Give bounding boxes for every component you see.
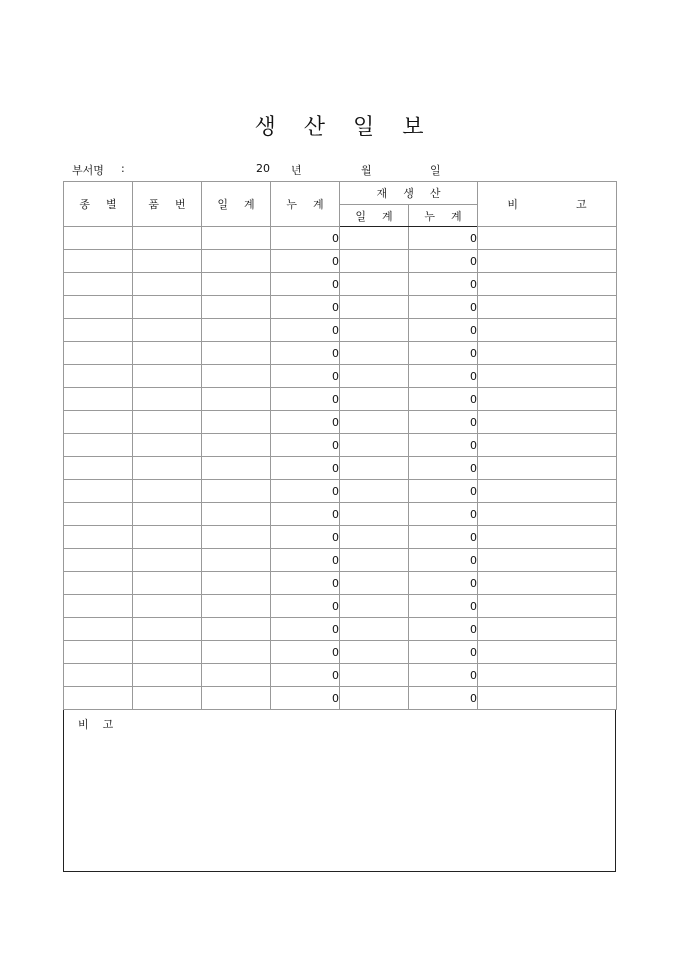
title-char: 일 [353,115,377,140]
table-row [64,296,617,319]
remarks-cell[interactable] [478,434,617,457]
repro-cumulative-cell[interactable]: 0 [409,388,478,411]
repro-daily-cell[interactable] [340,526,409,549]
daily-total-cell[interactable] [202,641,271,664]
repro-cumulative-cell[interactable]: 0 [409,687,478,710]
repro-daily-cell[interactable] [340,296,409,319]
table-row [64,503,617,526]
cumulative-total-cell[interactable]: 0 [271,411,340,434]
type-cell[interactable] [64,687,133,710]
table-row [64,526,617,549]
daily-total-cell[interactable] [202,342,271,365]
remarks-cell[interactable] [478,480,617,503]
table-row [64,273,617,296]
part-no-cell[interactable] [133,549,202,572]
remarks-cell[interactable] [478,595,617,618]
cumulative-total-cell[interactable]: 0 [271,250,340,273]
repro-daily-cell[interactable] [340,365,409,388]
cumulative-total-cell[interactable]: 0 [271,595,340,618]
remarks-cell[interactable] [478,296,617,319]
part-no-cell[interactable] [133,388,202,411]
type-cell[interactable] [64,342,133,365]
part-no-cell[interactable] [133,411,202,434]
daily-total-cell[interactable] [202,572,271,595]
type-cell[interactable] [64,595,133,618]
part-no-cell[interactable] [133,250,202,273]
remarks-label: 비 고 [78,718,114,731]
daily-total-cell[interactable] [202,595,271,618]
repro-cumulative-cell[interactable]: 0 [409,342,478,365]
repro-daily-cell[interactable] [340,480,409,503]
repro-daily-cell[interactable] [340,687,409,710]
remarks-cell[interactable] [478,273,617,296]
part-no-cell[interactable] [133,641,202,664]
cumulative-total-cell[interactable]: 0 [271,549,340,572]
repro-cumulative-cell[interactable]: 0 [409,549,478,572]
table-row [64,480,617,503]
type-cell[interactable] [64,434,133,457]
daily-total-cell[interactable] [202,687,271,710]
daily-total-cell[interactable] [202,365,271,388]
title-char: 생 [254,115,278,140]
part-no-cell[interactable] [133,480,202,503]
header-repro-daily: 일 계 [340,205,409,227]
cumulative-total-cell[interactable]: 0 [271,227,340,250]
repro-cumulative-cell[interactable]: 0 [409,296,478,319]
repro-daily-cell[interactable] [340,227,409,250]
type-cell[interactable] [64,388,133,411]
cumulative-total-cell[interactable]: 0 [271,434,340,457]
part-no-cell[interactable] [133,664,202,687]
repro-daily-cell[interactable] [340,411,409,434]
type-cell[interactable] [64,503,133,526]
cumulative-total-cell[interactable]: 0 [271,388,340,411]
department-label: 부서명 [72,164,104,177]
remarks-cell[interactable] [478,664,617,687]
repro-cumulative-cell[interactable]: 0 [409,319,478,342]
part-no-cell[interactable] [133,342,202,365]
type-cell[interactable] [64,572,133,595]
cumulative-total-cell[interactable]: 0 [271,664,340,687]
repro-daily-cell[interactable] [340,503,409,526]
remarks-cell[interactable] [478,250,617,273]
table-row [64,388,617,411]
type-cell[interactable] [64,273,133,296]
cumulative-total-cell[interactable]: 0 [271,480,340,503]
remarks-cell[interactable] [478,342,617,365]
year-prefix: 20 [256,162,270,175]
table-row [64,365,617,388]
cumulative-total-cell[interactable]: 0 [271,319,340,342]
repro-cumulative-cell[interactable]: 0 [409,250,478,273]
remarks-cell[interactable] [478,319,617,342]
type-cell[interactable] [64,664,133,687]
header-daily-total: 일 계 [202,182,271,227]
header-part-no: 품 번 [133,182,202,227]
part-no-cell[interactable] [133,687,202,710]
type-cell[interactable] [64,526,133,549]
type-cell[interactable] [64,480,133,503]
type-cell[interactable] [64,250,133,273]
repro-cumulative-cell[interactable]: 0 [409,595,478,618]
part-no-cell[interactable] [133,457,202,480]
table-row [64,319,617,342]
remarks-cell[interactable] [478,641,617,664]
remarks-cell[interactable] [478,365,617,388]
daily-total-cell[interactable] [202,457,271,480]
repro-cumulative-cell[interactable]: 0 [409,503,478,526]
table-row [64,549,617,572]
repro-cumulative-cell[interactable]: 0 [409,641,478,664]
repro-cumulative-cell[interactable]: 0 [409,273,478,296]
remarks-cell[interactable] [478,457,617,480]
type-cell[interactable] [64,227,133,250]
repro-daily-cell[interactable] [340,273,409,296]
month-label: 월 [361,164,372,177]
cumulative-total-cell[interactable]: 0 [271,457,340,480]
daily-total-cell[interactable] [202,411,271,434]
daily-total-cell[interactable] [202,296,271,319]
daily-total-cell[interactable] [202,319,271,342]
table-row [64,618,617,641]
repro-cumulative-cell[interactable]: 0 [409,480,478,503]
remarks-box[interactable] [63,710,616,872]
page-title [0,110,680,141]
daily-total-cell[interactable] [202,480,271,503]
type-cell[interactable] [64,411,133,434]
repro-daily-cell[interactable] [340,250,409,273]
part-no-cell[interactable] [133,273,202,296]
repro-cumulative-cell[interactable]: 0 [409,526,478,549]
cumulative-total-cell[interactable]: 0 [271,572,340,595]
type-cell[interactable] [64,618,133,641]
cumulative-total-cell[interactable]: 0 [271,641,340,664]
part-no-cell[interactable] [133,319,202,342]
repro-daily-cell[interactable] [340,641,409,664]
table-row [64,687,617,710]
table-row [64,457,617,480]
repro-cumulative-cell[interactable]: 0 [409,618,478,641]
table-row [64,641,617,664]
repro-daily-cell[interactable] [340,388,409,411]
table-row [64,342,617,365]
repro-daily-cell[interactable] [340,595,409,618]
repro-daily-cell[interactable] [340,664,409,687]
type-cell[interactable] [64,319,133,342]
repro-daily-cell[interactable] [340,549,409,572]
cumulative-total-cell[interactable]: 0 [271,618,340,641]
table-row [64,572,617,595]
daily-total-cell[interactable] [202,388,271,411]
department-colon: : [121,162,125,175]
repro-daily-cell[interactable] [340,319,409,342]
daily-total-cell[interactable] [202,549,271,572]
part-no-cell[interactable] [133,434,202,457]
remarks-cell[interactable] [478,687,617,710]
type-cell[interactable] [64,641,133,664]
part-no-cell[interactable] [133,572,202,595]
repro-daily-cell[interactable] [340,572,409,595]
type-cell[interactable] [64,365,133,388]
part-no-cell[interactable] [133,227,202,250]
daily-total-cell[interactable] [202,434,271,457]
type-cell[interactable] [64,549,133,572]
table-row [64,664,617,687]
repro-cumulative-cell[interactable]: 0 [409,457,478,480]
daily-total-cell[interactable] [202,250,271,273]
remarks-cell[interactable] [478,503,617,526]
part-no-cell[interactable] [133,296,202,319]
daily-total-cell[interactable] [202,227,271,250]
repro-cumulative-cell[interactable]: 0 [409,434,478,457]
type-cell[interactable] [64,457,133,480]
remarks-cell[interactable] [478,618,617,641]
cumulative-total-cell[interactable]: 0 [271,365,340,388]
daily-total-cell[interactable] [202,503,271,526]
daily-total-cell[interactable] [202,664,271,687]
table-row [64,250,617,273]
header-type: 종 별 [64,182,133,227]
daily-total-cell[interactable] [202,618,271,641]
repro-cumulative-cell[interactable]: 0 [409,572,478,595]
repro-daily-cell[interactable] [340,434,409,457]
title-char: 산 [303,115,327,140]
remarks-cell[interactable] [478,227,617,250]
remarks-cell[interactable] [478,411,617,434]
cumulative-total-cell[interactable]: 0 [271,526,340,549]
remarks-cell[interactable] [478,549,617,572]
header-repro-cumulative: 누 계 [409,205,478,227]
year-label: 년 [291,164,302,177]
remarks-cell[interactable] [478,572,617,595]
day-label: 일 [430,164,441,177]
table-row [64,227,617,250]
table-row [64,434,617,457]
daily-total-cell[interactable] [202,526,271,549]
header-remarks: 비 고 [478,182,617,227]
report-info-line [0,162,680,178]
cumulative-total-cell[interactable]: 0 [271,296,340,319]
repro-cumulative-cell[interactable]: 0 [409,664,478,687]
repro-cumulative-cell[interactable]: 0 [409,227,478,250]
daily-total-cell[interactable] [202,273,271,296]
part-no-cell[interactable] [133,503,202,526]
type-cell[interactable] [64,296,133,319]
cumulative-total-cell[interactable]: 0 [271,273,340,296]
remarks-cell[interactable] [478,526,617,549]
part-no-cell[interactable] [133,526,202,549]
repro-cumulative-cell[interactable]: 0 [409,411,478,434]
title-char: 보 [402,115,426,140]
production-table [63,181,617,710]
remarks-cell[interactable] [478,388,617,411]
part-no-cell[interactable] [133,365,202,388]
header-reproduction: 재 생 산 [340,182,478,205]
part-no-cell[interactable] [133,595,202,618]
cumulative-total-cell[interactable]: 0 [271,503,340,526]
repro-daily-cell[interactable] [340,342,409,365]
repro-daily-cell[interactable] [340,457,409,480]
repro-cumulative-cell[interactable]: 0 [409,365,478,388]
cumulative-total-cell[interactable]: 0 [271,342,340,365]
part-no-cell[interactable] [133,618,202,641]
cumulative-total-cell[interactable]: 0 [271,687,340,710]
header-cumulative-total: 누 계 [271,182,340,227]
table-row [64,411,617,434]
table-row [64,595,617,618]
repro-daily-cell[interactable] [340,618,409,641]
